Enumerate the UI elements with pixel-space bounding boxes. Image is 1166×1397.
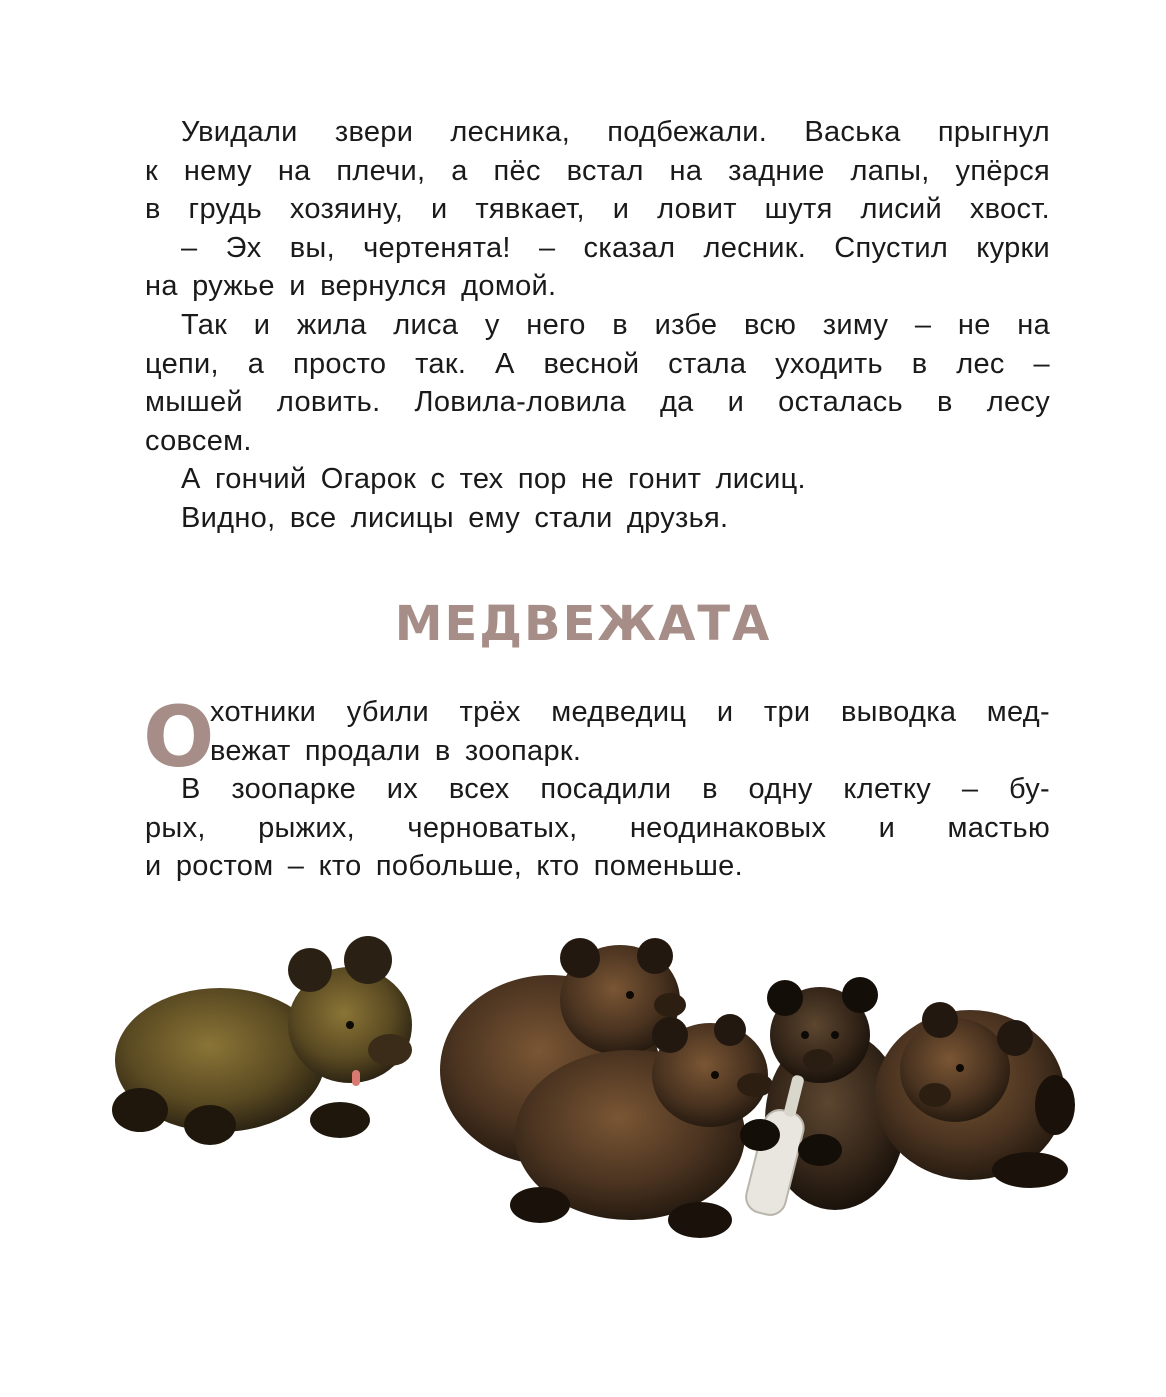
text-line: цепи, а просто так. А весной стала уходить в лес – xyxy=(145,347,1050,380)
drop-cap: О xyxy=(143,688,215,786)
text-line: – Эх вы, чертенята! – сказал лесник. Спустил курки xyxy=(181,231,1050,264)
bear-cubs-illustration xyxy=(100,920,1090,1260)
chapter-paragraph-2 xyxy=(145,770,1050,886)
text-line: мышей ловить. Ловила-ловила да и осталась в лесу xyxy=(145,386,1050,419)
text-line: Так и жила лиса у него в избе всю зиму – не на xyxy=(181,308,1050,341)
paragraph-5 xyxy=(145,499,1050,538)
chapter-text xyxy=(143,688,1050,886)
bear-cub-5 xyxy=(875,1002,1075,1188)
text-line: вежат продали в зоопарк. xyxy=(210,734,582,767)
chapter-paragraph-1 xyxy=(145,693,1050,770)
chapter-title: МЕДВЕЖАТА xyxy=(394,596,772,652)
text-line: хотники убили трёх медведиц и три выводка мед- xyxy=(210,696,1050,728)
paragraph-3 xyxy=(145,306,1050,460)
text-line: В зоопарке их всех посадили в одну клетку – бу- xyxy=(181,773,1050,806)
text-line: рых, рыжих, черноватых, неодинаковых и мастью xyxy=(145,811,1050,844)
paragraph-1 xyxy=(145,113,1050,229)
bear-cub-1 xyxy=(112,936,412,1145)
text-line: совсем. xyxy=(145,424,252,457)
paragraph-2 xyxy=(145,229,1050,306)
paragraph-4 xyxy=(145,460,1050,499)
text-line: А гончий Огарок с тех пор не гонит лисиц. xyxy=(181,463,806,496)
text-line: на ружье и вернулся домой. xyxy=(145,270,557,303)
text-line: к нему на плечи, а пёс встал на задние лапы, упёрся xyxy=(145,154,1050,187)
text-line: Увидали звери лесника, подбежали. Васька прыгнул xyxy=(181,116,1050,148)
text-line: и ростом – кто побольше, кто поменьше. xyxy=(145,850,743,883)
text-line: в грудь хозяину, и тявкает, и ловит шутя лисий хвост. xyxy=(145,193,1050,226)
story-ending xyxy=(145,113,1050,538)
text-line: Видно, все лисицы ему стали друзья. xyxy=(181,501,729,534)
